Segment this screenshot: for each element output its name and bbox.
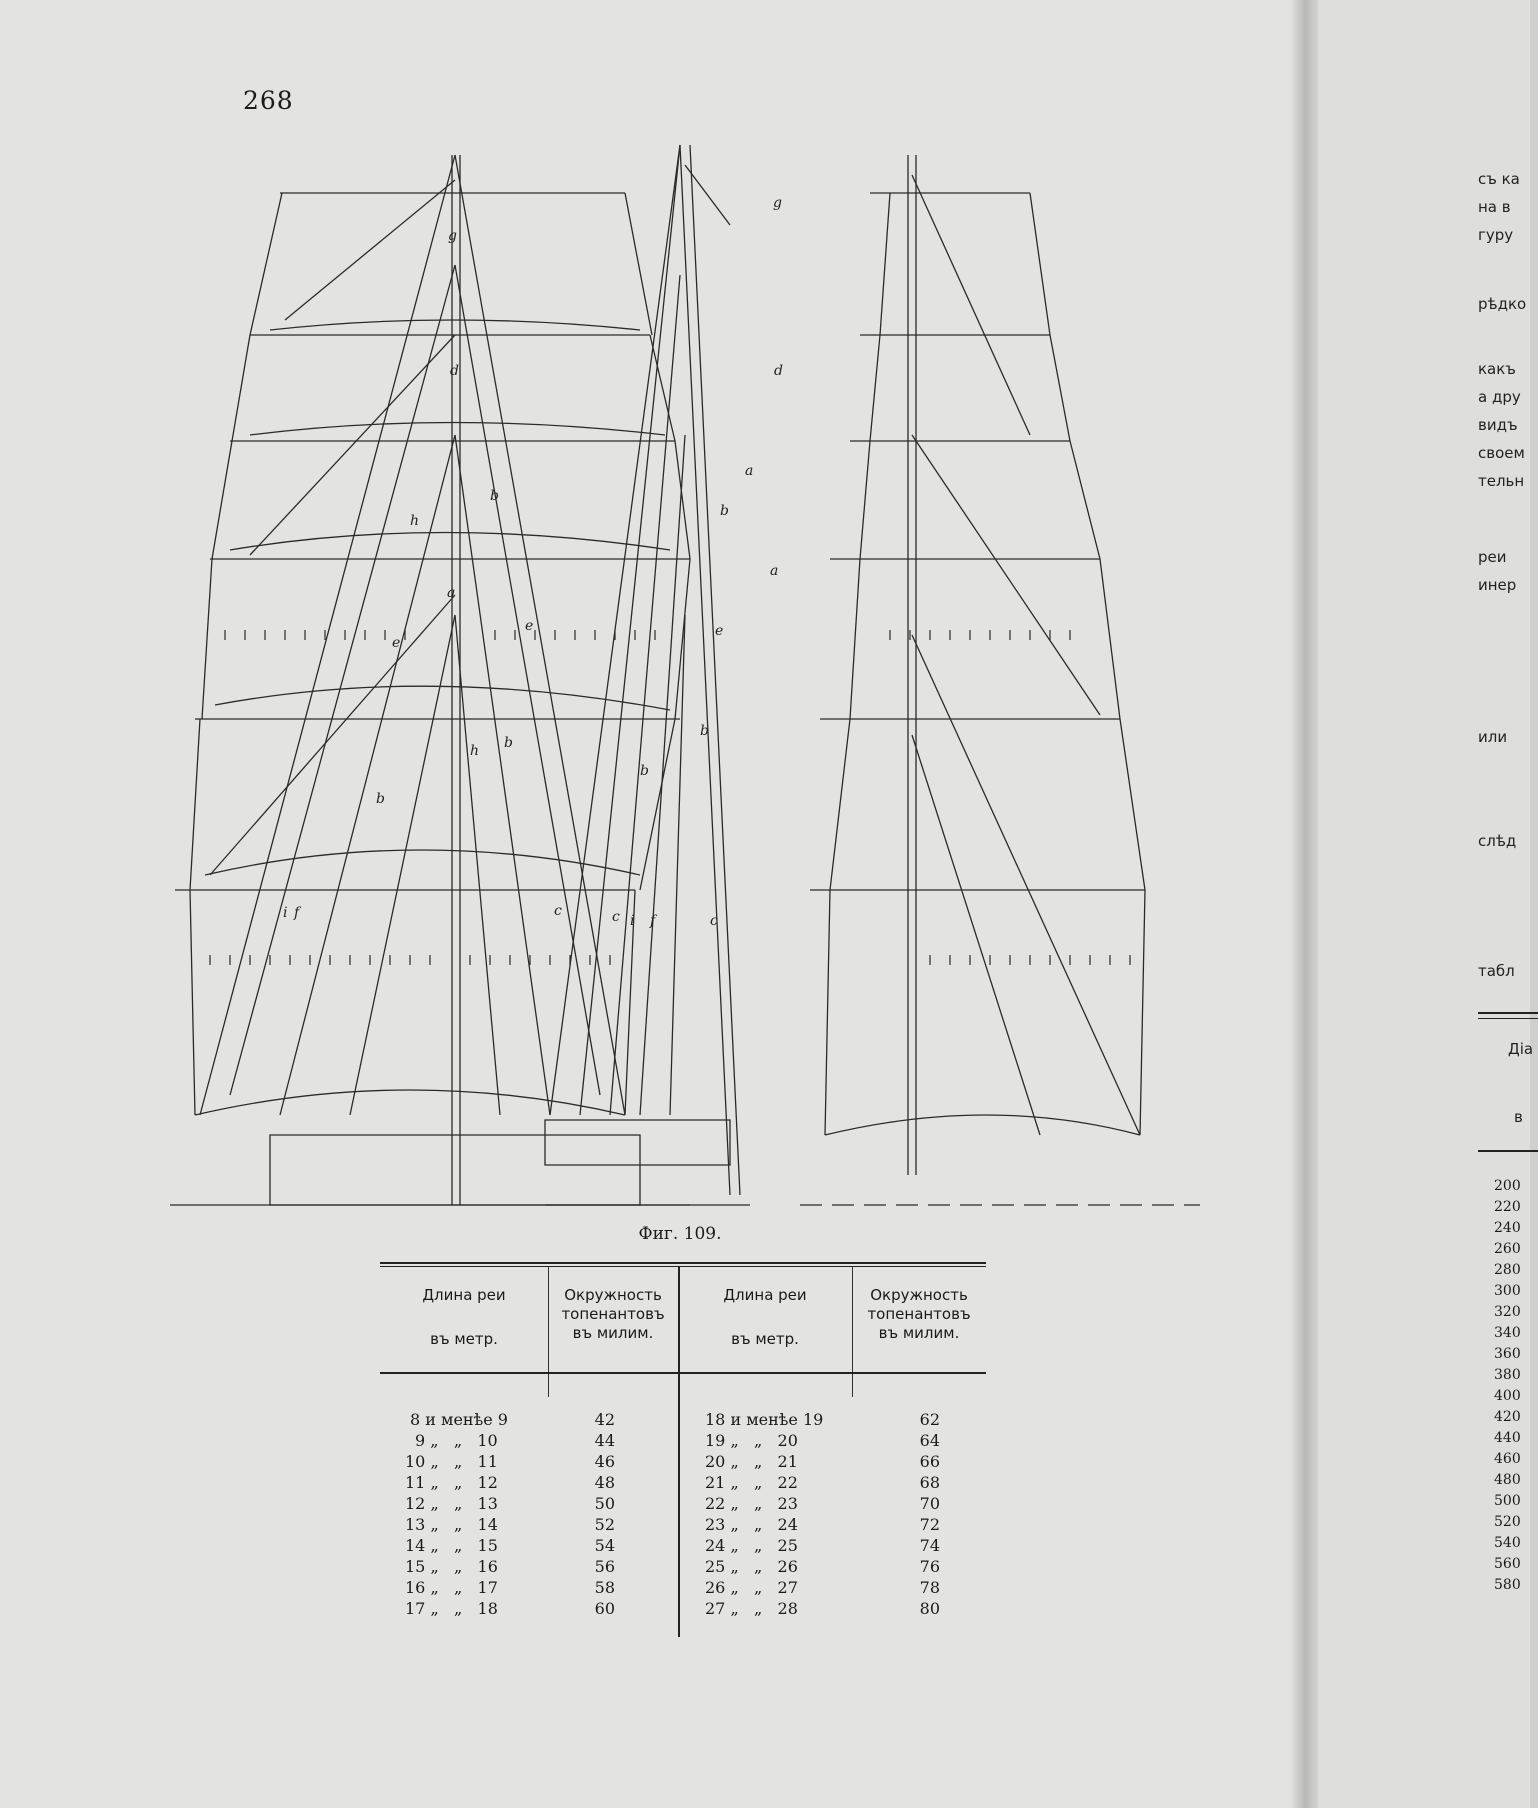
- figure-letter: c: [710, 913, 718, 929]
- ship-rigging-drawing: [170, 135, 1200, 1215]
- table-row-value: 48: [594, 1473, 615, 1492]
- right-table-number: 300: [1494, 1283, 1521, 1299]
- table-row-value: 74: [919, 1536, 940, 1555]
- table-row-range: 26 „ „ 27: [705, 1578, 798, 1597]
- right-table-number: 480: [1494, 1472, 1521, 1488]
- table-row-value: 66: [919, 1452, 940, 1471]
- figure-letter: g: [448, 228, 457, 244]
- right-page-line: а дру: [1478, 388, 1521, 406]
- right-table-header: Діа: [1508, 1040, 1534, 1058]
- right-table-number: 280: [1494, 1262, 1521, 1278]
- table-top-rule: [380, 1262, 986, 1267]
- figure-letter: b: [700, 723, 709, 739]
- table-row-range: 24 „ „ 25: [705, 1536, 798, 1555]
- right-table-number: 380: [1494, 1367, 1521, 1383]
- right-table-number: 220: [1494, 1199, 1521, 1215]
- figure-letter: g: [773, 195, 782, 211]
- right-page: [1318, 0, 1534, 1808]
- table-row-range: 22 „ „ 23: [705, 1494, 798, 1513]
- header-cell: Окружность топенантовъ въ милим.: [561, 1286, 665, 1342]
- figure-letter: i: [630, 913, 635, 929]
- table-row-value: 62: [919, 1410, 940, 1429]
- table-row-value: 50: [594, 1494, 615, 1513]
- right-table-number: 500: [1494, 1493, 1521, 1509]
- table-row-range: 16 „ „ 17: [405, 1578, 498, 1597]
- right-table-header: в: [1514, 1108, 1523, 1126]
- right-page-line: тельн: [1478, 472, 1525, 490]
- figure-letter: h: [470, 743, 480, 759]
- figure-letter: e: [392, 635, 401, 651]
- right-page-line: реи: [1478, 548, 1507, 566]
- table-row-value: 68: [919, 1473, 940, 1492]
- yard-topping-lift-table: [380, 1262, 986, 1662]
- right-page-line: видъ: [1478, 416, 1518, 434]
- table-row-range: 25 „ „ 26: [705, 1557, 798, 1576]
- figure-letter: d: [450, 363, 459, 379]
- table-row-range: 20 „ „ 21: [705, 1452, 798, 1471]
- table-row-range: 15 „ „ 16: [405, 1557, 498, 1576]
- right-table-top-rule: [1478, 1012, 1538, 1019]
- right-page-line: своем: [1478, 444, 1525, 462]
- table-row-value: 44: [594, 1431, 615, 1450]
- header-cell: Длина реи въ метр.: [723, 1286, 807, 1348]
- table-row-value: 52: [594, 1515, 615, 1534]
- right-page-line: гуру: [1478, 226, 1514, 244]
- figure-letter: b: [720, 503, 729, 519]
- right-page-line: инер: [1478, 576, 1517, 594]
- right-table-number: 520: [1494, 1514, 1521, 1530]
- header-cell: Длина реи въ метр.: [422, 1286, 506, 1348]
- right-page-line: табл: [1478, 962, 1515, 980]
- table-row-value: 46: [594, 1452, 615, 1471]
- right-table-number: 360: [1494, 1346, 1521, 1362]
- right-table-number: 240: [1494, 1220, 1521, 1236]
- table-row-range: 17 „ „ 18: [405, 1599, 498, 1618]
- figure-letter: f: [294, 905, 300, 921]
- right-table-number: 580: [1494, 1577, 1521, 1593]
- right-page-line: или: [1478, 728, 1508, 746]
- right-page-line: какъ: [1478, 360, 1516, 378]
- right-table-number: 560: [1494, 1556, 1521, 1572]
- figure-letter: b: [504, 735, 513, 751]
- figure-letter: a: [745, 463, 754, 479]
- table-row-value: 78: [919, 1578, 940, 1597]
- table-row-range: 11 „ „ 12: [405, 1473, 498, 1492]
- right-page-line: слѣд: [1478, 832, 1517, 850]
- table-row-value: 70: [919, 1494, 940, 1513]
- table-row-value: 64: [919, 1431, 940, 1450]
- figure-letter: a: [770, 563, 779, 579]
- header-cell: Окружность топенантовъ въ милим.: [867, 1286, 971, 1342]
- figure-letter: f: [650, 913, 656, 929]
- figure-letter: c: [612, 909, 620, 925]
- book-gutter: [1290, 0, 1320, 1808]
- table-row-range: 13 „ „ 14: [405, 1515, 498, 1534]
- figure-letter: b: [640, 763, 649, 779]
- right-page-line: съ ка: [1478, 170, 1520, 188]
- table-row-range: 8 и менѣе 9: [410, 1410, 508, 1429]
- page-number: 268: [243, 86, 294, 115]
- figure-letter: i: [283, 905, 288, 921]
- right-table-number: 320: [1494, 1304, 1521, 1320]
- figure-letter: e: [715, 623, 724, 639]
- table-row-range: 12 „ „ 13: [405, 1494, 498, 1513]
- rigging-figure: [170, 135, 1200, 1215]
- right-table-number: 200: [1494, 1178, 1521, 1194]
- figure-letter: c: [554, 903, 562, 919]
- table-row-range: 10 „ „ 11: [405, 1452, 498, 1471]
- table-row-value: 58: [594, 1578, 615, 1597]
- figure-letter: b: [490, 488, 499, 504]
- table-row-value: 56: [594, 1557, 615, 1576]
- table-header-rule: [380, 1372, 986, 1374]
- table-row-range: 9 „ „ 10: [415, 1431, 498, 1450]
- right-page-line: на в: [1478, 198, 1511, 216]
- right-table-header-rule: [1478, 1150, 1538, 1152]
- table-row-range: 19 „ „ 20: [705, 1431, 798, 1450]
- right-table-number: 340: [1494, 1325, 1521, 1341]
- table-row-value: 54: [594, 1536, 615, 1555]
- figure-letter: e: [525, 618, 534, 634]
- right-table-number: 420: [1494, 1409, 1521, 1425]
- table-row-value: 60: [594, 1599, 615, 1618]
- right-table-number: 400: [1494, 1388, 1521, 1404]
- figure-letter: b: [376, 791, 385, 807]
- table-row-value: 42: [594, 1410, 615, 1429]
- figure-caption: Фиг. 109.: [638, 1224, 722, 1244]
- table-row-value: 72: [919, 1515, 940, 1534]
- table-row-range: 21 „ „ 22: [705, 1473, 798, 1492]
- figure-letter: h: [410, 513, 420, 529]
- figure-letter: a: [447, 585, 456, 601]
- table-row-range: 27 „ „ 28: [705, 1599, 798, 1618]
- right-table-number: 540: [1494, 1535, 1521, 1551]
- right-table-number: 440: [1494, 1430, 1521, 1446]
- table-row-range: 18 и менѣе 19: [705, 1410, 824, 1429]
- figure-letter: d: [774, 363, 783, 379]
- table-row-value: 80: [919, 1599, 940, 1618]
- table-row-range: 23 „ „ 24: [705, 1515, 798, 1534]
- right-table-number: 260: [1494, 1241, 1521, 1257]
- right-table-number: 460: [1494, 1451, 1521, 1467]
- table-row-value: 76: [919, 1557, 940, 1576]
- table-row-range: 14 „ „ 15: [405, 1536, 498, 1555]
- right-page-line: рѣдко: [1478, 295, 1527, 313]
